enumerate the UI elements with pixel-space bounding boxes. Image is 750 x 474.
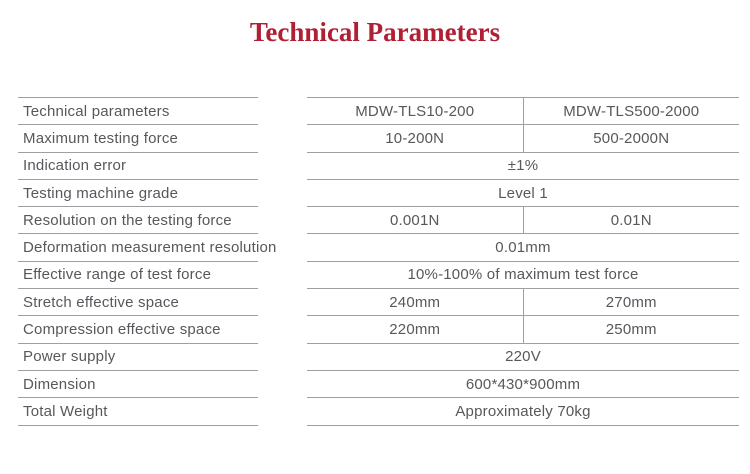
- table-row: [307, 207, 739, 234]
- spec-value-model-2: MDW-TLS500-2000: [523, 98, 740, 124]
- spec-label: Resolution on the testing force: [18, 207, 258, 234]
- spec-label: Compression effective space: [18, 316, 258, 343]
- table-row: [307, 316, 739, 343]
- spec-label: Technical parameters: [18, 98, 258, 125]
- spec-value: Level 1: [498, 184, 548, 202]
- table-row: [307, 398, 739, 425]
- values-column: [307, 97, 739, 426]
- spec-value: ±1%: [507, 157, 539, 175]
- page-title: Technical Parameters: [249, 17, 501, 47]
- spec-value: 600*430*900mm: [465, 375, 581, 393]
- table-row: [307, 234, 739, 261]
- spec-label: Power supply: [18, 344, 258, 371]
- spec-table: [18, 97, 739, 426]
- spec-label: Deformation measurement resolution: [18, 234, 258, 261]
- spec-label: Effective range of test force: [18, 262, 258, 289]
- spec-value: 0.01mm: [495, 239, 551, 257]
- spec-value: 500-2000N: [523, 125, 740, 151]
- spec-label: Indication error: [18, 153, 258, 180]
- spec-value-model-1: MDW-TLS10-200: [355, 102, 475, 120]
- spec-value: 270mm: [523, 289, 740, 315]
- table-row: [307, 125, 739, 152]
- spec-value: 250mm: [523, 316, 740, 342]
- label-column: [18, 97, 277, 426]
- spec-value: 10-200N: [385, 129, 445, 147]
- table-row: [307, 371, 739, 398]
- spec-label: Maximum testing force: [18, 125, 258, 152]
- spec-label: Total Weight: [18, 398, 258, 425]
- spec-value: 0.001N: [389, 211, 440, 229]
- spec-value: 10%-100% of maximum test force: [407, 266, 639, 284]
- table-row: [307, 180, 739, 207]
- spec-value: Approximately 70kg: [455, 402, 591, 420]
- spec-label: Dimension: [18, 371, 258, 398]
- spec-value: 220V: [505, 348, 541, 366]
- table-row: [307, 262, 739, 289]
- spec-label: Testing machine grade: [18, 180, 258, 207]
- table-row: [307, 344, 739, 371]
- spec-value: 240mm: [389, 293, 441, 311]
- table-row: [307, 289, 739, 316]
- table-row: [307, 98, 739, 125]
- table-row: [307, 153, 739, 180]
- spec-label: Stretch effective space: [18, 289, 258, 316]
- spec-value: 220mm: [389, 321, 441, 339]
- spec-value: 0.01N: [523, 207, 740, 233]
